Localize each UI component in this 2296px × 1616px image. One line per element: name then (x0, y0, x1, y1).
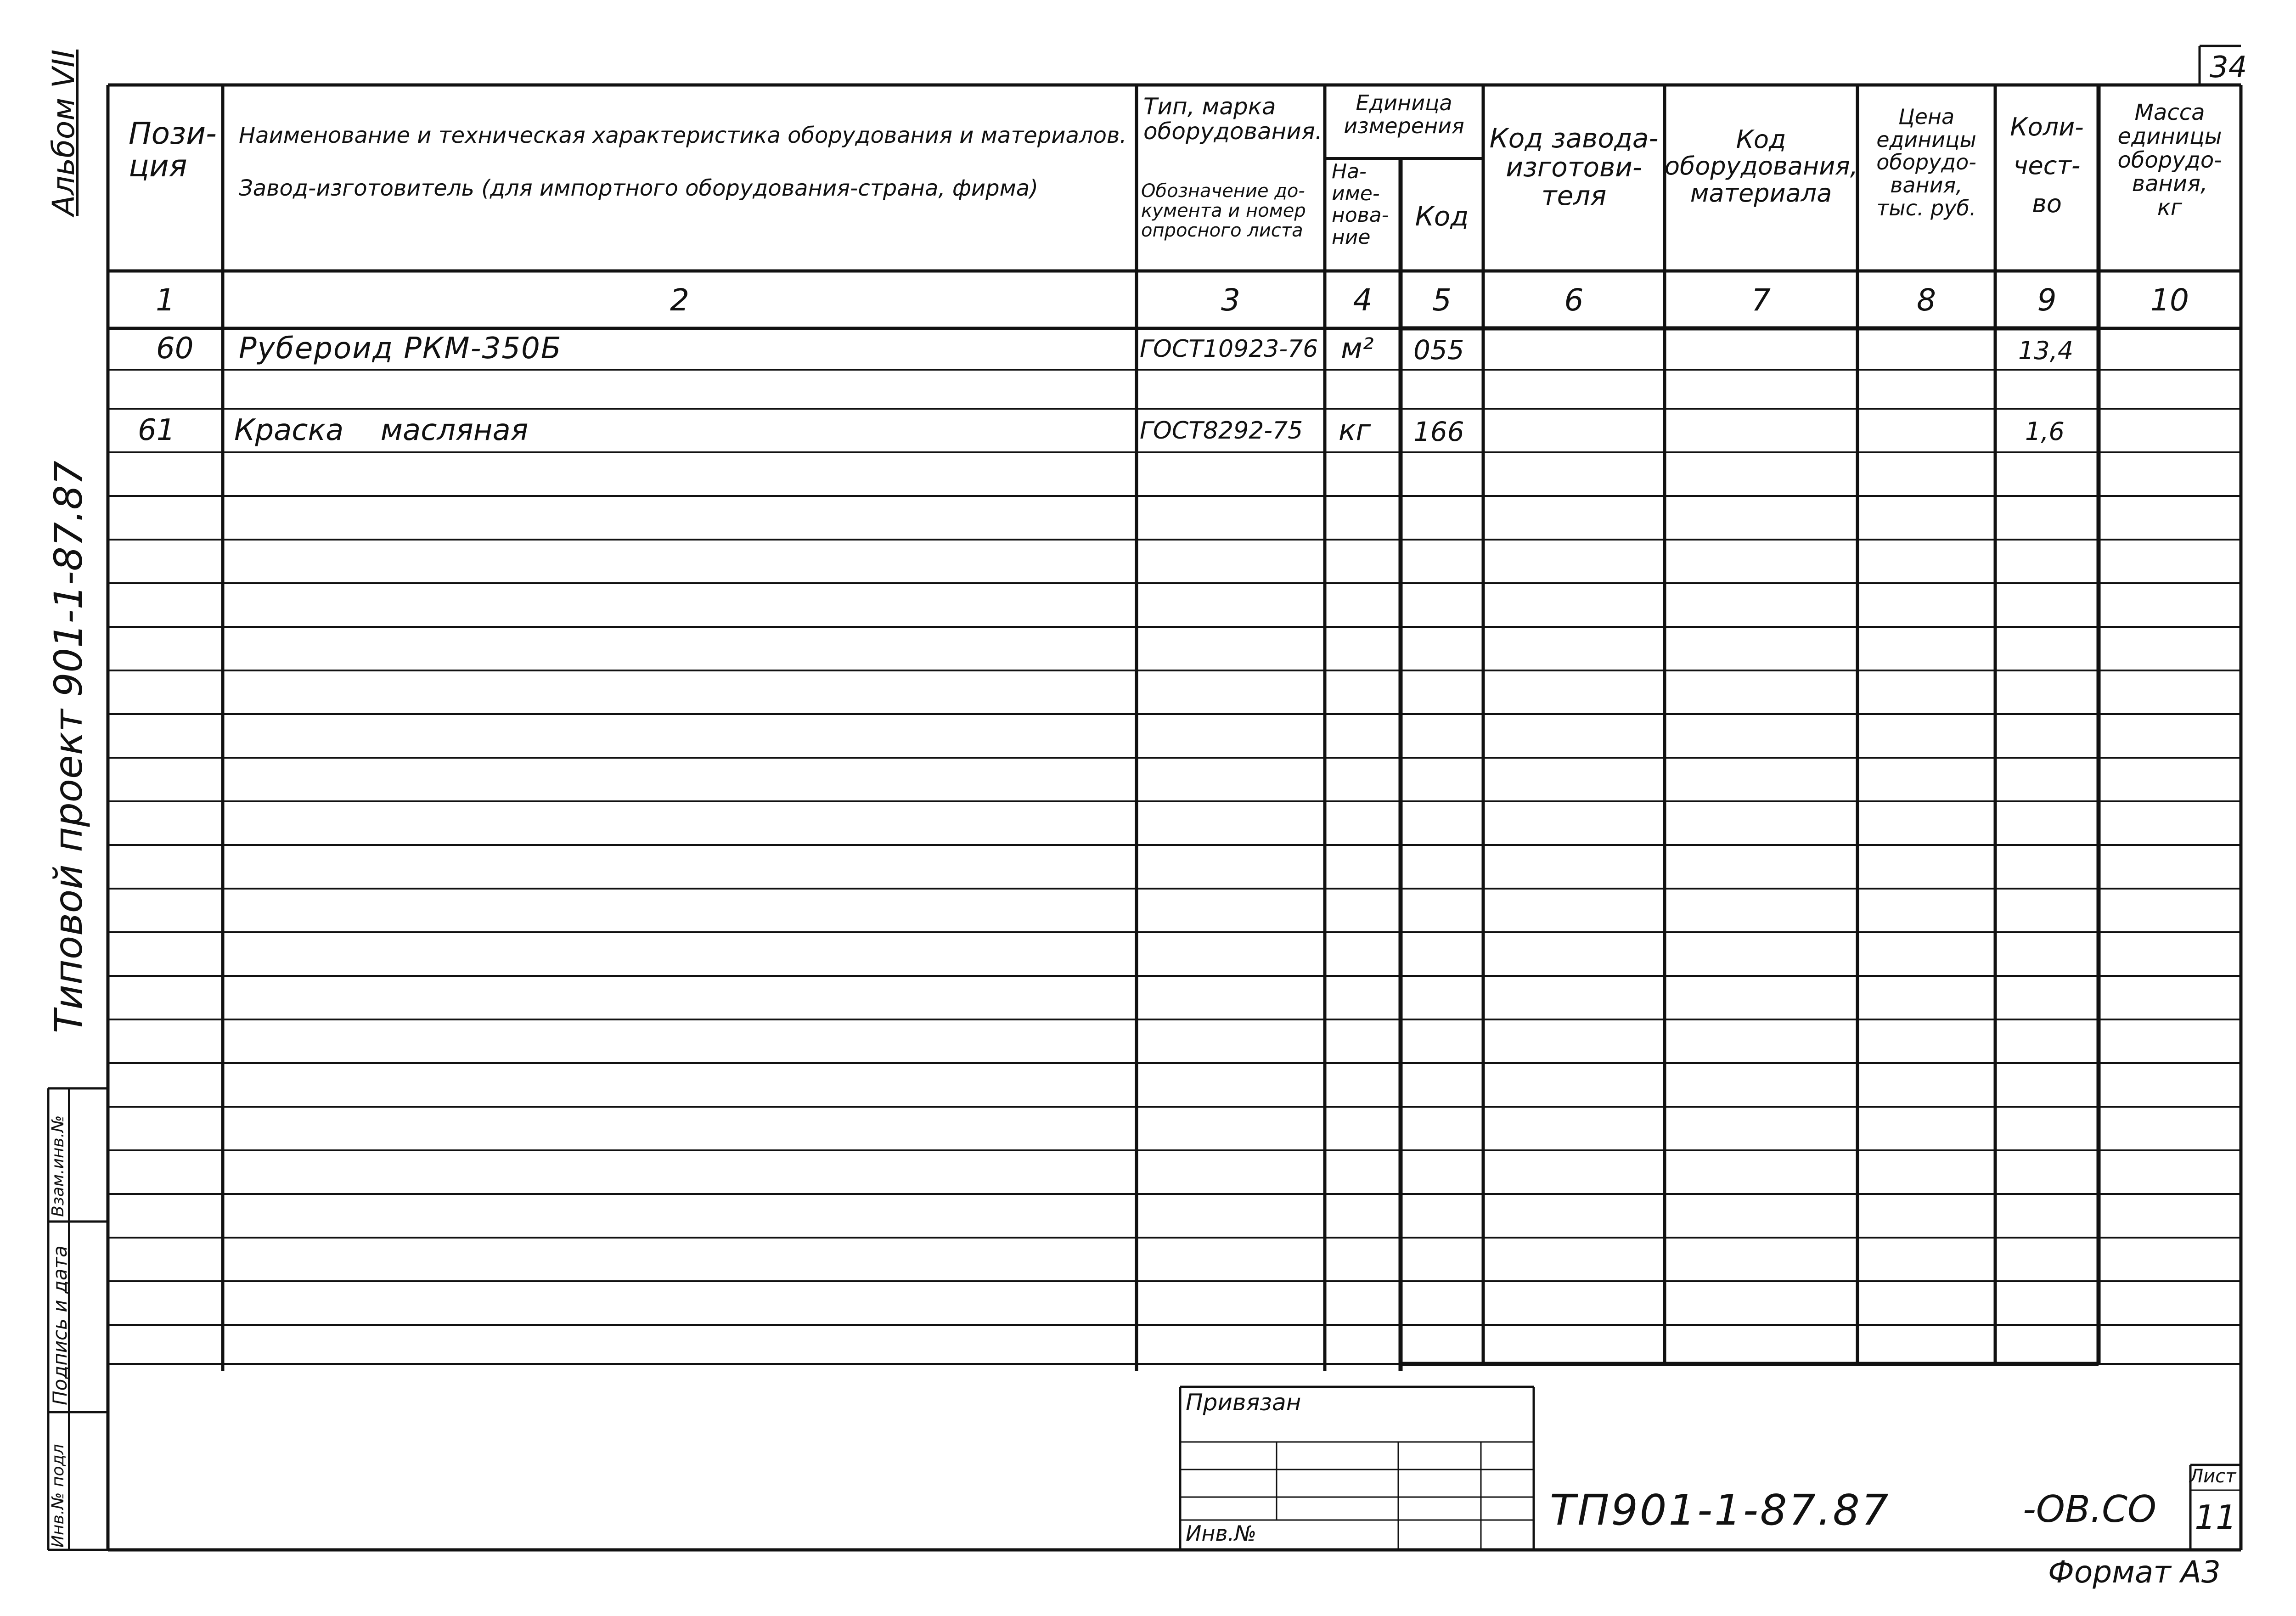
row-name: Рубероид РКМ-350Б (239, 332, 562, 366)
col-number-9: 9 (2037, 282, 2057, 318)
header-position: Пози- ция (129, 116, 217, 184)
row-name: Краска масляная (234, 413, 529, 447)
side-stamp-signature: Подпись и дата (49, 1245, 71, 1405)
document-code: ТП901-1-87.87 (1550, 1486, 1891, 1535)
col-number-10: 10 (2150, 282, 2189, 318)
col-number-7: 7 (1751, 282, 1771, 318)
row-position: 61 (138, 413, 175, 447)
col-number-1: 1 (156, 282, 175, 318)
header-quantity: Коли- чест- во (2010, 113, 2084, 219)
page-number: 34 (2210, 51, 2247, 84)
header-unit-name: На- име- нова- ние (1332, 160, 1389, 249)
header-doc-designation: Обозначение до- кумента и номер опросного листа (1141, 180, 1306, 242)
header-factory-code: Код завода- изготови- теля (1489, 123, 1659, 212)
row-position: 60 (156, 332, 194, 366)
header-unit-price: Цена единицы оборудо- вания, тыс. руб. (1876, 104, 1976, 220)
stamp-attached-label: Привязан (1186, 1389, 1301, 1416)
col-number-2: 2 (670, 282, 689, 318)
col-number-8: 8 (1917, 282, 1936, 318)
header-equipment-code: Код оборудования, материала (1665, 125, 1858, 208)
header-unit-code: Код (1415, 201, 1469, 232)
header-type-mark: Тип, марка оборудования. (1143, 93, 1322, 145)
side-stamp-inv-podl: Инв.№ подл (49, 1444, 68, 1548)
col-number-6: 6 (1564, 282, 1584, 318)
stamp-inv-label: Инв.№ (1186, 1521, 1257, 1546)
row-unit: кг (1339, 413, 1371, 447)
row-unit-code: 055 (1413, 334, 1464, 366)
album-label: Альбом VII (46, 49, 81, 216)
col-number-3: 3 (1221, 282, 1240, 318)
row-quantity: 1,6 (2025, 417, 2065, 446)
document-suffix: -ОВ.СО (2023, 1488, 2156, 1531)
header-name-line1: Наименование и техническая характеристика оборудования и материалов. (239, 123, 1127, 148)
row-document: ГОСТ10923-76 (1140, 335, 1318, 363)
header-unit-group: Единица измерения (1344, 90, 1464, 138)
header-unit-mass: Масса единицы оборудо- вания, кг (2117, 100, 2222, 221)
header-name-line2: Завод-изготовитель (для импортного оборудования-страна, фирма) (239, 175, 1038, 201)
col-number-5: 5 (1432, 282, 1452, 318)
row-quantity: 13,4 (2018, 336, 2074, 365)
side-stamp-inv-replace: Взам.инв.№ (49, 1115, 68, 1217)
row-document: ГОСТ8292-75 (1140, 417, 1303, 445)
format-label: Формат А3 (2048, 1554, 2221, 1590)
sheet-label: Лист (2189, 1466, 2236, 1487)
row-unit: м² (1341, 332, 1374, 365)
col-number-4: 4 (1353, 282, 1373, 318)
row-unit-code: 166 (1413, 416, 1464, 447)
side-project-label: Типовой проект 901-1-87.87 (46, 461, 91, 1033)
sheet-number: 11 (2195, 1498, 2237, 1537)
